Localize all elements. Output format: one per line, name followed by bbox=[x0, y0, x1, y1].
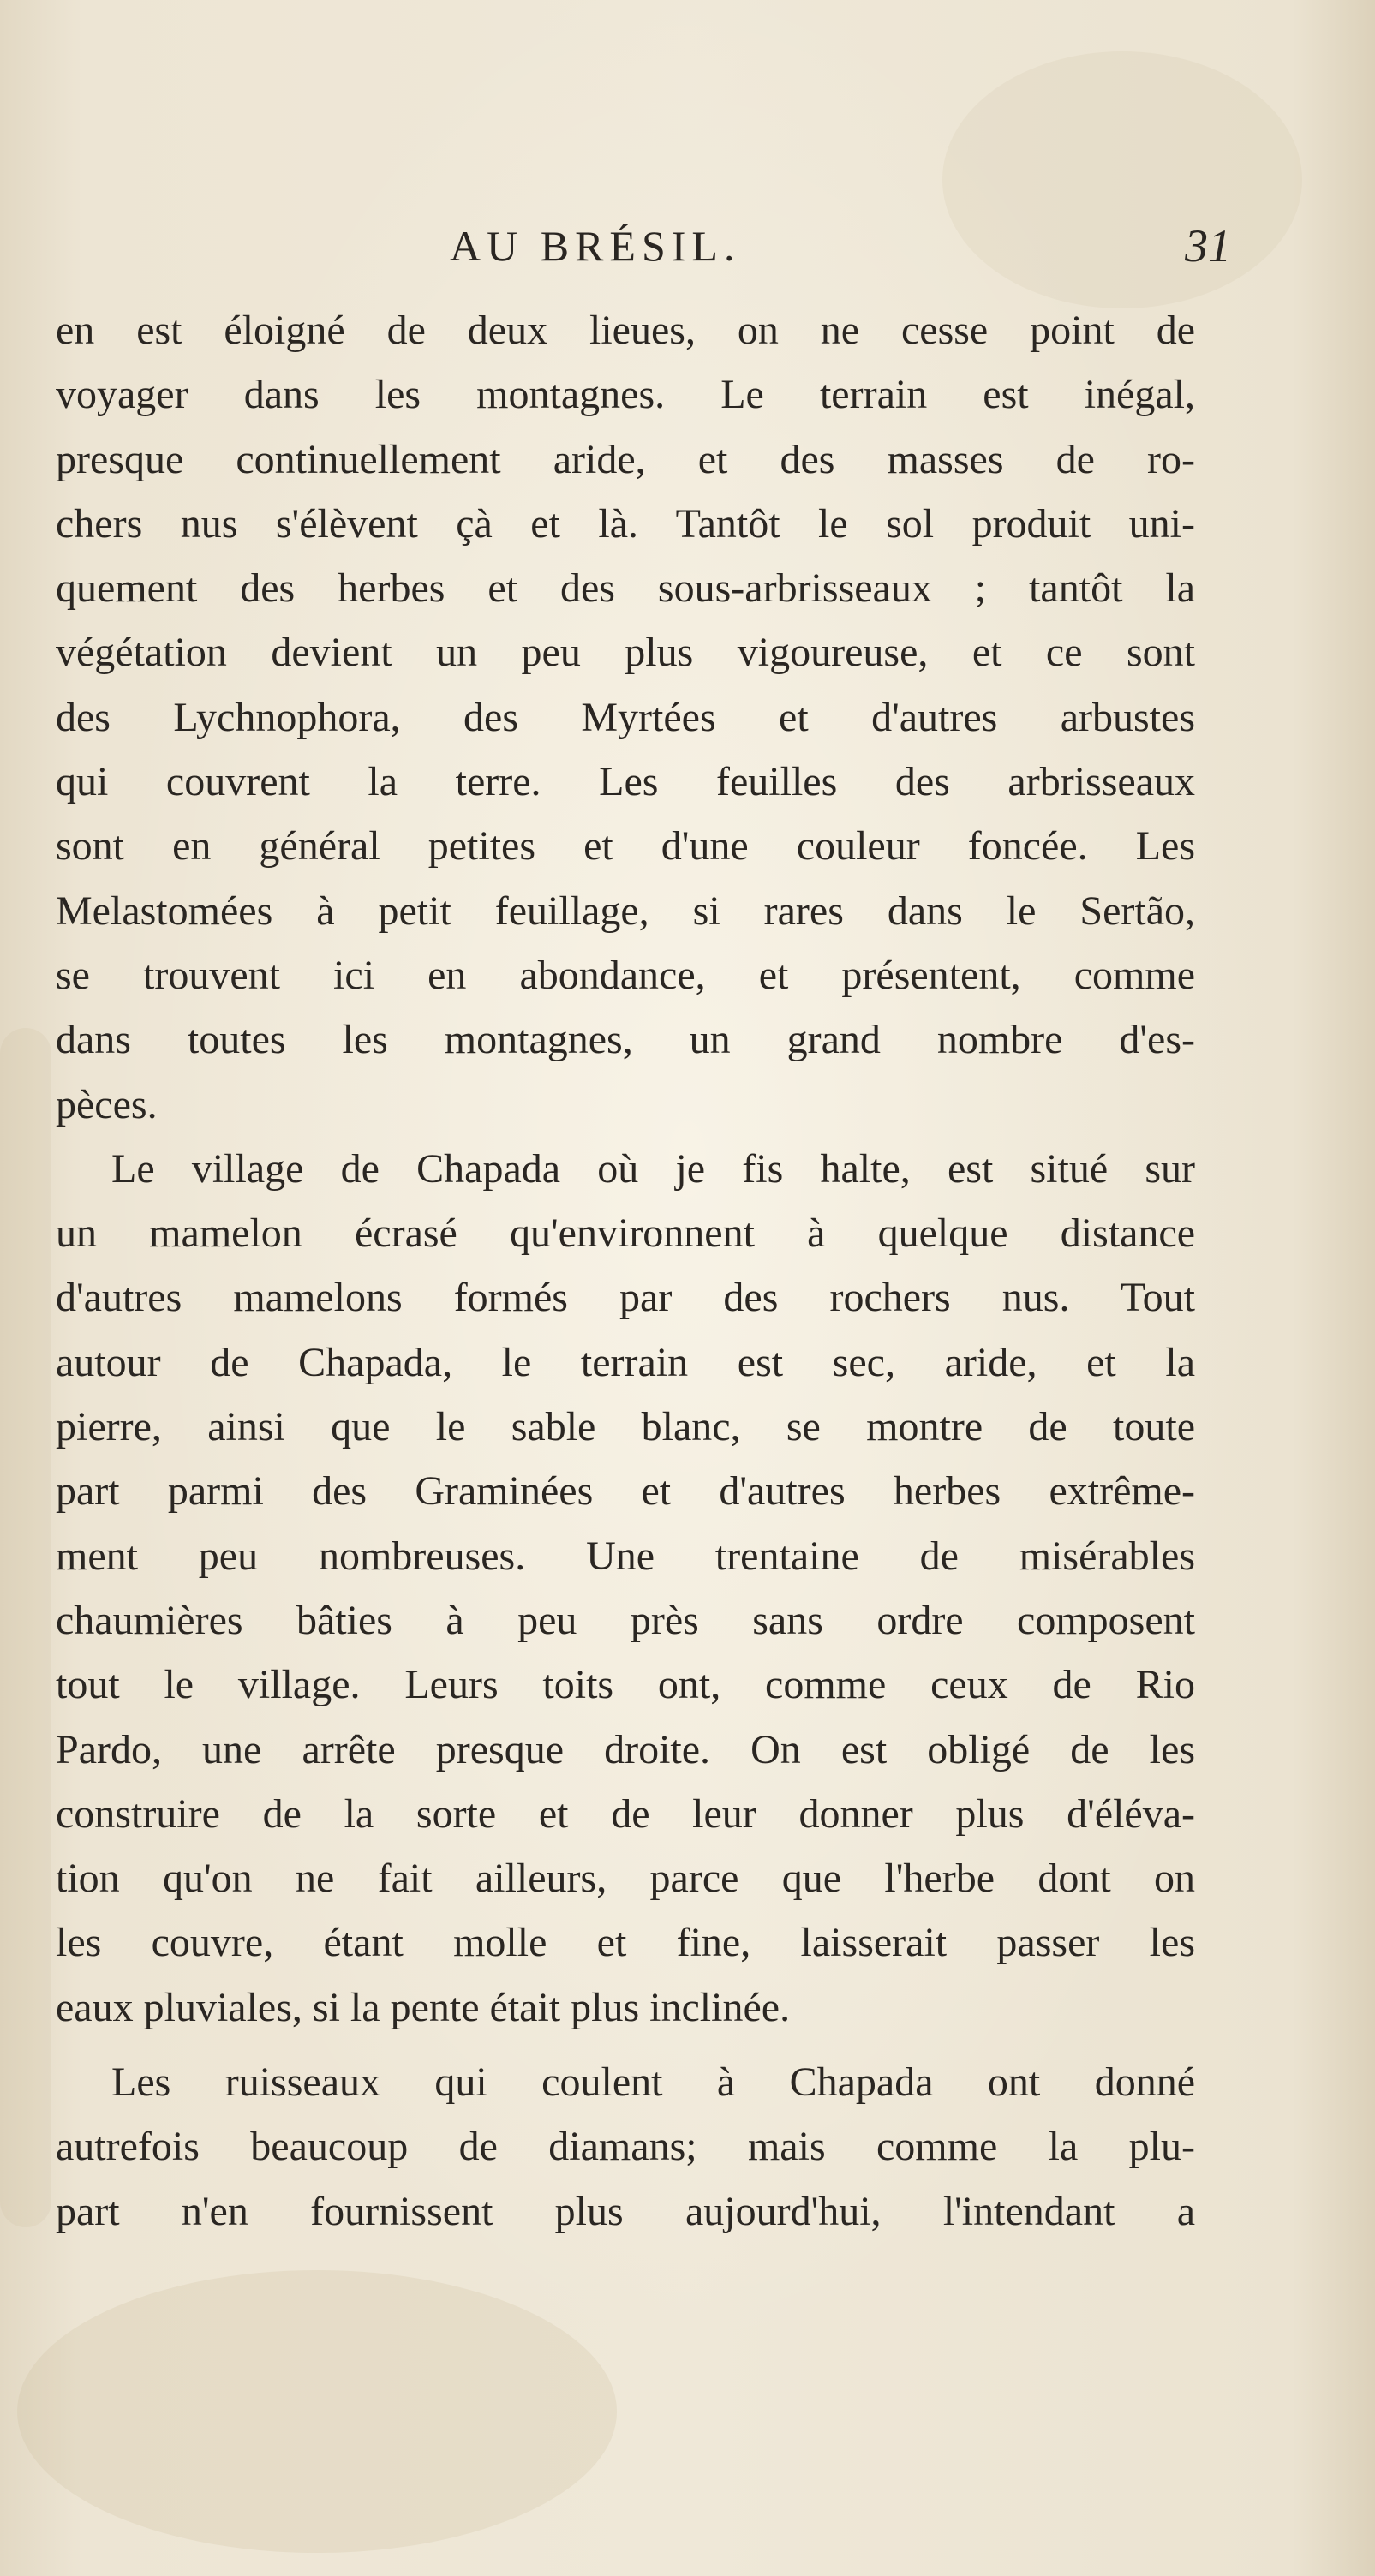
text-line: part n'en fournissent plus aujourd'hui, l'intendant a bbox=[56, 2188, 1195, 2234]
text-line: tion qu'on ne fait ailleurs, parce que l'herbe dont on bbox=[56, 1856, 1195, 1902]
text-line: pierre, ainsi que le sable blanc, se montre de toute bbox=[56, 1404, 1195, 1450]
paragraph-gap bbox=[56, 2040, 1195, 2050]
text-line: Le village de Chapada où je fis halte, est situé sur bbox=[111, 1145, 1195, 1192]
text-line: voyager dans les montagnes. Le terrain est inégal, bbox=[56, 372, 1195, 418]
text-line: autour de Chapada, le terrain est sec, aride, et la bbox=[56, 1339, 1195, 1385]
paragraph bbox=[56, 2050, 1195, 2244]
text-line: des Lychnophora, des Myrtées et d'autres arbustes bbox=[56, 694, 1195, 740]
page-number: 31 bbox=[1185, 220, 1231, 272]
text-line: Pardo, une arrête presque droite. On est obligé de les bbox=[56, 1726, 1195, 1772]
text-line: quement des herbes et des sous-arbrisseaux ; tantôt la bbox=[56, 565, 1195, 612]
text-line: pèces. bbox=[56, 1081, 158, 1127]
text-line: d'autres mamelons formés par des rochers nus. Tout bbox=[56, 1275, 1195, 1321]
text-line: qui couvrent la terre. Les feuilles des arbrisseaux bbox=[56, 759, 1195, 805]
running-head: AU BRÉSIL. bbox=[450, 222, 741, 270]
text-line: Les ruisseaux qui coulent à Chapada ont donné bbox=[111, 2059, 1195, 2106]
text-line: Melastomées à petit feuillage, si rares dans le Sertão, bbox=[56, 888, 1195, 934]
text-line: ment peu nombreuses. Une trentaine de misérables bbox=[56, 1533, 1195, 1579]
text-line: en est éloigné de deux lieues, on ne cesse point de bbox=[56, 308, 1195, 353]
paper-stain bbox=[17, 2270, 617, 2553]
body-text bbox=[56, 298, 1195, 2244]
text-line: part parmi des Graminées et d'autres herbes extrême- bbox=[56, 1468, 1195, 1515]
page-header bbox=[56, 216, 1231, 276]
text-line: chers nus s'élèvent çà et là. Tantôt le sol produit uni- bbox=[56, 500, 1195, 547]
text-line: presque continuellement aride, et des masses de ro- bbox=[56, 436, 1195, 482]
paper-stain bbox=[0, 1028, 51, 2227]
text-line: tout le village. Leurs toits ont, comme ceux de Rio bbox=[56, 1662, 1195, 1708]
text-line: chaumières bâties à peu près sans ordre composent bbox=[56, 1597, 1195, 1643]
paragraph bbox=[56, 1137, 1195, 2040]
text-line: construire de la sorte et de leur donner plus d'éléva- bbox=[56, 1790, 1195, 1837]
text-line: végétation devient un peu plus vigoureuse, et ce sont bbox=[56, 630, 1195, 676]
text-line: un mamelon écrasé qu'environnent à quelque distance bbox=[56, 1210, 1195, 1257]
text-line: dans toutes les montagnes, un grand nombre d'es- bbox=[56, 1017, 1195, 1063]
text-line: se trouvent ici en abondance, et présentent, comme bbox=[56, 952, 1195, 998]
text-line: eaux pluviales, si la pente était plus inclinée. bbox=[56, 1984, 791, 2030]
text-line: sont en général petites et d'une couleur foncée. Les bbox=[56, 823, 1195, 870]
paragraph bbox=[56, 298, 1195, 1137]
text-line: les couvre, étant molle et fine, laisserait passer les bbox=[56, 1920, 1195, 1966]
text-line: autrefois beaucoup de diamans; mais comme la plu- bbox=[56, 2124, 1195, 2170]
